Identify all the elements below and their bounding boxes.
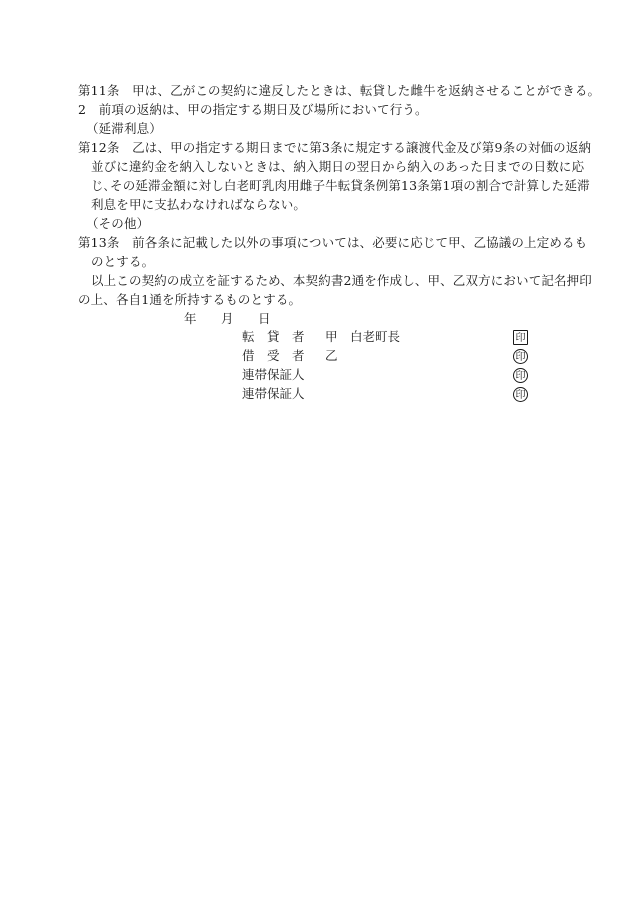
date-year: 年 — [184, 311, 197, 326]
seal-mark-circle: 印 — [513, 349, 528, 364]
article-11-line-2: 2 前項の返納は、甲の指定する期日及び場所において行う。 — [78, 102, 428, 117]
caption-other: （その他） — [86, 216, 150, 231]
signature-role: 借 受 者 — [242, 348, 305, 363]
seal-mark-circle: 印 — [513, 387, 528, 402]
article-12-line-3: じ､その延滞金額に対し白老町乳肉用雌子牛転貸条例第13条第1項の割合で計算した延滞 — [91, 178, 590, 193]
article-11-line-1: 第11条 甲は、乙がこの契約に違反したときは、転貸した雌牛を返納させることができる。 — [78, 83, 601, 98]
closing-line-1: 以上この契約の成立を証するため、本契約書2通を作成し、甲、乙双方において記名押印 — [91, 273, 592, 288]
article-12-line-4: 利息を甲に支払わなければならない。 — [91, 197, 307, 212]
date-day: 日 — [258, 311, 271, 326]
caption-delay-interest: （延滞利息） — [86, 121, 162, 136]
date-month: 月 — [221, 311, 234, 326]
signature-role: 連帯保証人 — [242, 386, 305, 401]
article-12-line-1: 第12条 乙は、甲の指定する期日までに第3条に規定する譲渡代金及び第9条の対価の返納 — [78, 140, 592, 155]
article-12-line-2: 並びに違約金を納入しないときは、納入期日の翌日から納入のあった日までの日数に応 — [91, 159, 585, 174]
seal-mark-square: 印 — [513, 330, 528, 345]
signature-name: 白老町長 — [350, 329, 401, 344]
article-13-line-1: 第13条 前各条に記載した以外の事項については、必要に応じて甲、乙協議の上定めるも — [78, 235, 588, 250]
article-13-line-2: のとする。 — [91, 254, 155, 269]
signature-party: 甲 — [325, 329, 338, 344]
signature-party: 乙 — [325, 348, 338, 363]
signature-role: 転 貸 者 — [242, 329, 305, 344]
signature-role: 連帯保証人 — [242, 367, 305, 382]
seal-mark-circle: 印 — [513, 368, 528, 383]
closing-line-2: の上、各自1通を所持するものとする。 — [78, 292, 302, 307]
